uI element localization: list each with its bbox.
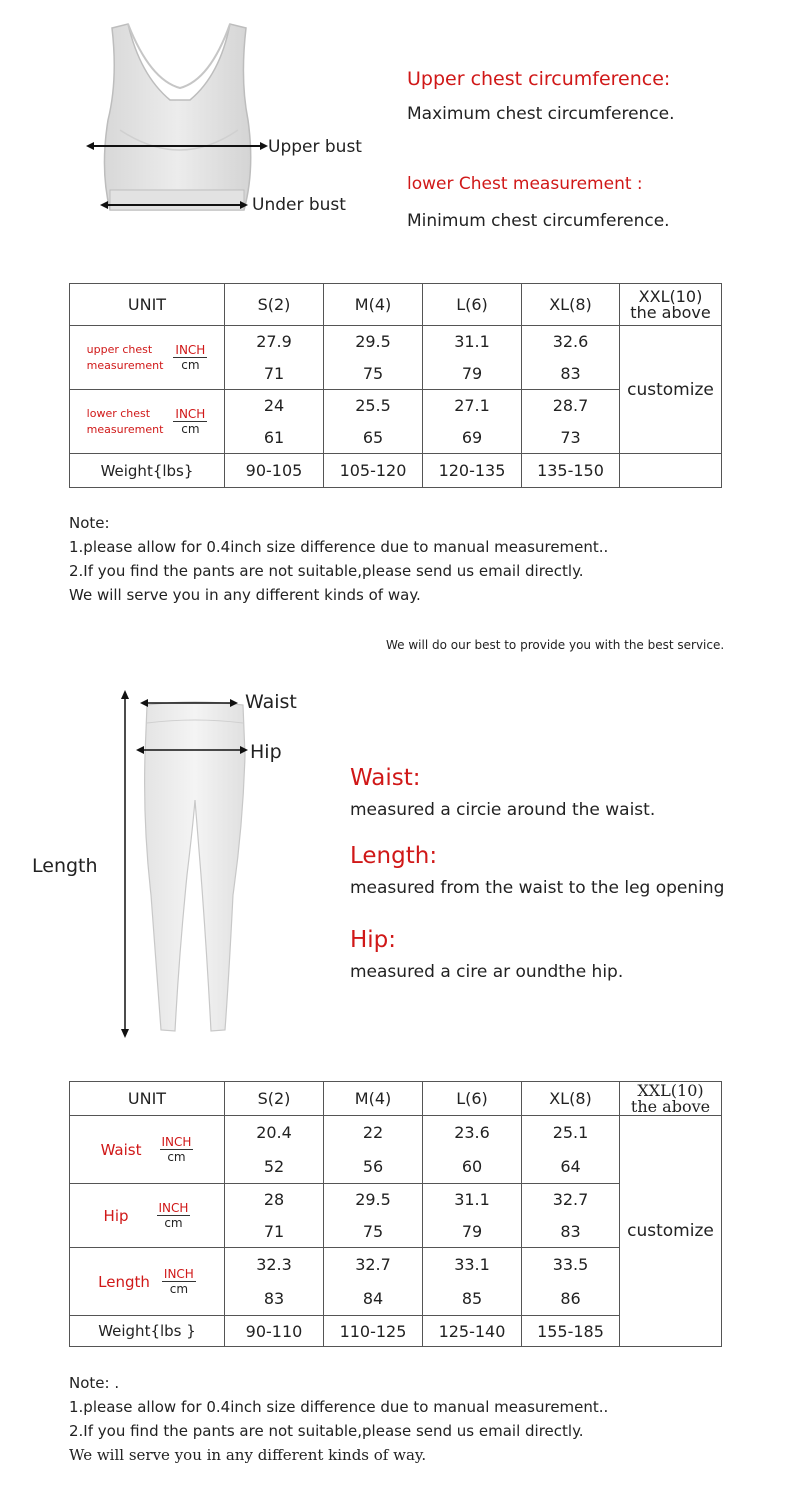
lower-inch-value: 28.7	[522, 390, 620, 422]
empty-cell	[620, 454, 722, 488]
hip-cm-value: 83	[522, 1216, 620, 1248]
leggings-size-table	[69, 1081, 722, 1347]
length-cm-value: 84	[324, 1282, 423, 1316]
waist-desc: measured a circie around the waist.	[350, 800, 656, 820]
length-row-text: Length	[98, 1272, 150, 1291]
note-line: 2.If you find the pants are not suitable,please send us email directly.	[69, 1422, 584, 1440]
customize-cell: customize	[620, 1116, 722, 1347]
size-header: S(2)	[225, 284, 324, 326]
weight-value: 105-120	[324, 454, 423, 488]
size-header: M(4)	[324, 1082, 423, 1116]
waist-inch-value: 23.6	[423, 1116, 522, 1150]
cm-unit: cm	[181, 358, 200, 372]
lower-cm-value: 61	[225, 422, 324, 454]
length-desc: measured from the waist to the leg opening	[350, 878, 725, 898]
upper-chest-label-2: measurement	[86, 358, 164, 372]
hip-title: Hip:	[350, 927, 397, 953]
note-block	[69, 1371, 608, 1467]
weight-value: 155-185	[522, 1316, 620, 1347]
unit-header: UNIT	[70, 1082, 225, 1116]
lower-chest-row-label	[70, 390, 225, 454]
weight-label: Weight{lbs}	[70, 454, 225, 488]
hip-cm-value: 79	[423, 1216, 522, 1248]
length-inch-value: 33.5	[522, 1248, 620, 1282]
upper-bust-arrow	[86, 138, 268, 154]
hip-inch-value: 31.1	[423, 1184, 522, 1216]
hip-arrow	[136, 743, 248, 757]
inch-cm-unit	[157, 1201, 191, 1230]
upper-inch-value: 29.5	[324, 326, 423, 358]
waist-inch-value: 20.4	[225, 1116, 324, 1150]
length-title: Length:	[350, 843, 438, 869]
hip-cm-value: 75	[324, 1216, 423, 1248]
inch-unit: INCH	[161, 1135, 192, 1149]
note-line: 2.If you find the pants are not suitable,please send us email directly.	[69, 562, 584, 580]
length-label: Length	[32, 855, 98, 877]
waist-title: Waist:	[350, 765, 421, 791]
length-cm-value: 83	[225, 1282, 324, 1316]
waist-inch-value: 22	[324, 1116, 423, 1150]
lower-cm-value: 65	[324, 422, 423, 454]
waist-label: Waist	[245, 691, 297, 713]
cm-unit: cm	[164, 1216, 183, 1230]
upper-inch-value: 32.6	[522, 326, 620, 358]
inch-cm-unit	[173, 407, 207, 436]
upper-cm-value: 83	[522, 358, 620, 390]
under-bust-arrow	[100, 197, 248, 213]
service-note: We will do our best to provide you with the best service.	[386, 638, 725, 652]
note-line: 1.please allow for 0.4inch size difference due to manual measurement..	[69, 538, 609, 556]
lower-chest-desc: Minimum chest circumference.	[407, 211, 670, 231]
inch-unit: INCH	[175, 343, 206, 357]
inch-unit: INCH	[175, 407, 206, 421]
size-header: L(6)	[423, 284, 522, 326]
note-line: We will serve you in any different kinds of way.	[69, 1446, 427, 1464]
hip-row-label	[70, 1184, 225, 1248]
inch-unit: INCH	[158, 1201, 189, 1215]
inch-unit: INCH	[163, 1267, 194, 1281]
lower-cm-value: 69	[423, 422, 522, 454]
note-title: Note:	[69, 514, 110, 532]
waist-row-label	[70, 1116, 225, 1184]
upper-chest-title: Upper chest circumference:	[407, 68, 671, 90]
weight-value: 90-110	[225, 1316, 324, 1347]
upper-cm-value: 79	[423, 358, 522, 390]
lower-chest-title: lower Chest measurement :	[407, 174, 643, 194]
weight-value: 110-125	[324, 1316, 423, 1347]
xxl-header	[620, 284, 722, 326]
upper-cm-value: 75	[324, 358, 423, 390]
waist-cm-value: 60	[423, 1150, 522, 1184]
upper-cm-value: 71	[225, 358, 324, 390]
inch-cm-unit	[162, 1267, 196, 1296]
upper-chest-row-label	[70, 326, 225, 390]
unit-header: UNIT	[70, 284, 225, 326]
length-arrow	[115, 690, 135, 1038]
upper-inch-value: 27.9	[225, 326, 324, 358]
waist-cm-value: 52	[225, 1150, 324, 1184]
xxl-header-line2: the above	[630, 302, 711, 322]
length-inch-value: 32.3	[225, 1248, 324, 1282]
note-line: We will serve you in any different kinds of way.	[69, 586, 421, 604]
size-header: M(4)	[324, 284, 423, 326]
lower-chest-label-1: lower chest	[86, 406, 151, 420]
xxl-header-line1: XXL(10)	[638, 286, 703, 306]
waist-inch-value: 25.1	[522, 1116, 620, 1150]
cm-unit: cm	[181, 422, 200, 436]
customize-cell: customize	[620, 326, 722, 454]
lower-inch-value: 25.5	[324, 390, 423, 422]
note-title: Note: .	[69, 1374, 120, 1392]
inch-cm-unit	[160, 1135, 194, 1164]
inch-cm-unit	[173, 343, 207, 372]
lower-cm-value: 73	[522, 422, 620, 454]
upper-inch-value: 31.1	[423, 326, 522, 358]
waist-cm-value: 64	[522, 1150, 620, 1184]
cm-unit: cm	[167, 1150, 186, 1164]
waist-row-text: Waist	[100, 1140, 142, 1159]
weight-value: 120-135	[423, 454, 522, 488]
hip-inch-value: 32.7	[522, 1184, 620, 1216]
hip-row-text: Hip	[103, 1206, 129, 1225]
waist-arrow	[140, 696, 238, 710]
xxl-header-line2: the above	[630, 1096, 711, 1116]
cm-unit: cm	[169, 1282, 189, 1296]
waist-cm-value: 56	[324, 1150, 423, 1184]
lower-inch-value: 27.1	[423, 390, 522, 422]
under-bust-label: Under bust	[252, 195, 346, 215]
xxl-header	[620, 1082, 722, 1116]
hip-desc: measured a cire ar oundthe hip.	[350, 962, 624, 982]
bra-size-table	[69, 283, 722, 488]
size-header: XL(8)	[522, 1082, 620, 1116]
note-line: 1.please allow for 0.4inch size difference due to manual measurement..	[69, 1398, 609, 1416]
length-inch-value: 33.1	[423, 1248, 522, 1282]
upper-bust-label: Upper bust	[268, 137, 362, 157]
hip-inch-value: 28	[225, 1184, 324, 1216]
weight-value: 90-105	[225, 454, 324, 488]
size-header: XL(8)	[522, 284, 620, 326]
weight-value: 135-150	[522, 454, 620, 488]
xxl-header-line1: XXL(10)	[637, 1080, 704, 1100]
note-block	[69, 511, 608, 607]
length-cm-value: 85	[423, 1282, 522, 1316]
upper-chest-desc: Maximum chest circumference.	[407, 104, 675, 124]
weight-value: 125-140	[423, 1316, 522, 1347]
hip-inch-value: 29.5	[324, 1184, 423, 1216]
size-header: L(6)	[423, 1082, 522, 1116]
length-cm-value: 86	[522, 1282, 620, 1316]
length-inch-value: 32.7	[324, 1248, 423, 1282]
length-row-label	[70, 1248, 225, 1316]
upper-chest-label-1: upper chest	[86, 342, 153, 356]
hip-label: Hip	[250, 741, 282, 763]
size-header: S(2)	[225, 1082, 324, 1116]
lower-inch-value: 24	[225, 390, 324, 422]
hip-cm-value: 71	[225, 1216, 324, 1248]
weight-label: Weight{lbs }	[70, 1316, 225, 1347]
lower-chest-label-2: measurement	[86, 422, 164, 436]
